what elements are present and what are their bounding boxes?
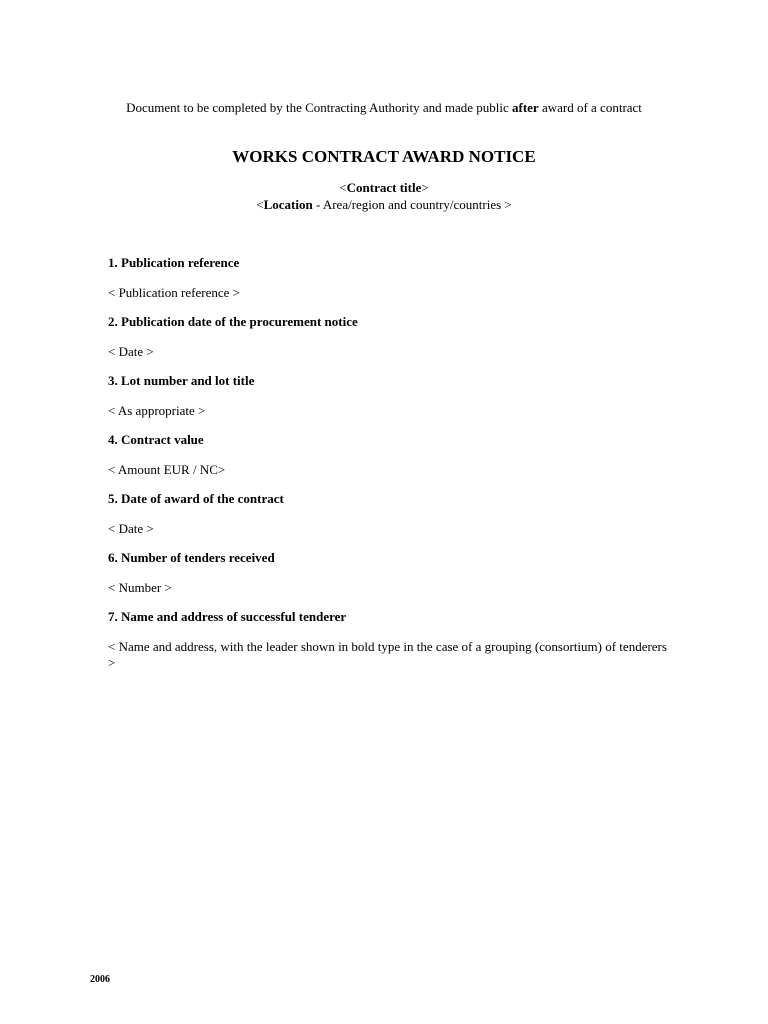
section-heading: 2. Publication date of the procurement notice [108, 314, 358, 329]
intro-text-before: Document to be completed by the Contracting Authority and made public [126, 100, 512, 115]
location-rest: - Area/region and country/countries > [312, 197, 512, 212]
intro-instruction [0, 100, 768, 116]
document-title: WORKS CONTRACT AWARD NOTICE [232, 147, 536, 166]
section-lot-number [108, 373, 668, 419]
location-open: < [256, 197, 264, 212]
section-value: < Publication reference > [108, 285, 240, 300]
contract-title-placeholder [0, 180, 768, 196]
section-value: < Name and address, with the leader shown in bold type in the case of a grouping (consortium) of tenderers > [108, 639, 667, 670]
footer-year: 2006 [90, 974, 110, 985]
section-value: < Number > [108, 580, 172, 595]
section-tenders-received [108, 550, 668, 596]
section-contract-value [108, 432, 668, 478]
location-label: Location [263, 197, 313, 212]
contract-title-label: Contract title [346, 180, 422, 195]
location-placeholder [0, 197, 768, 213]
section-value: < Date > [108, 344, 154, 359]
intro-text-after: award of a contract [538, 100, 642, 115]
intro-emphasis: after [512, 100, 539, 115]
section-heading: 7. Name and address of successful tenderer [108, 609, 347, 624]
section-publication-reference [108, 255, 668, 301]
section-value: < As appropriate > [108, 403, 206, 418]
section-heading: 1. Publication reference [108, 255, 240, 270]
section-value: < Amount EUR / NC> [108, 462, 226, 477]
section-publication-date [108, 314, 668, 360]
section-heading: 6. Number of tenders received [108, 550, 275, 565]
contract-title-close: > [421, 180, 429, 195]
section-award-date [108, 491, 668, 537]
section-value: < Date > [108, 521, 154, 536]
contract-title-open: < [339, 180, 347, 195]
notice-sections [108, 255, 668, 684]
section-successful-tenderer [108, 609, 668, 671]
section-heading: 5. Date of award of the contract [108, 491, 284, 506]
section-heading: 4. Contract value [108, 432, 204, 447]
section-heading: 3. Lot number and lot title [108, 373, 255, 388]
